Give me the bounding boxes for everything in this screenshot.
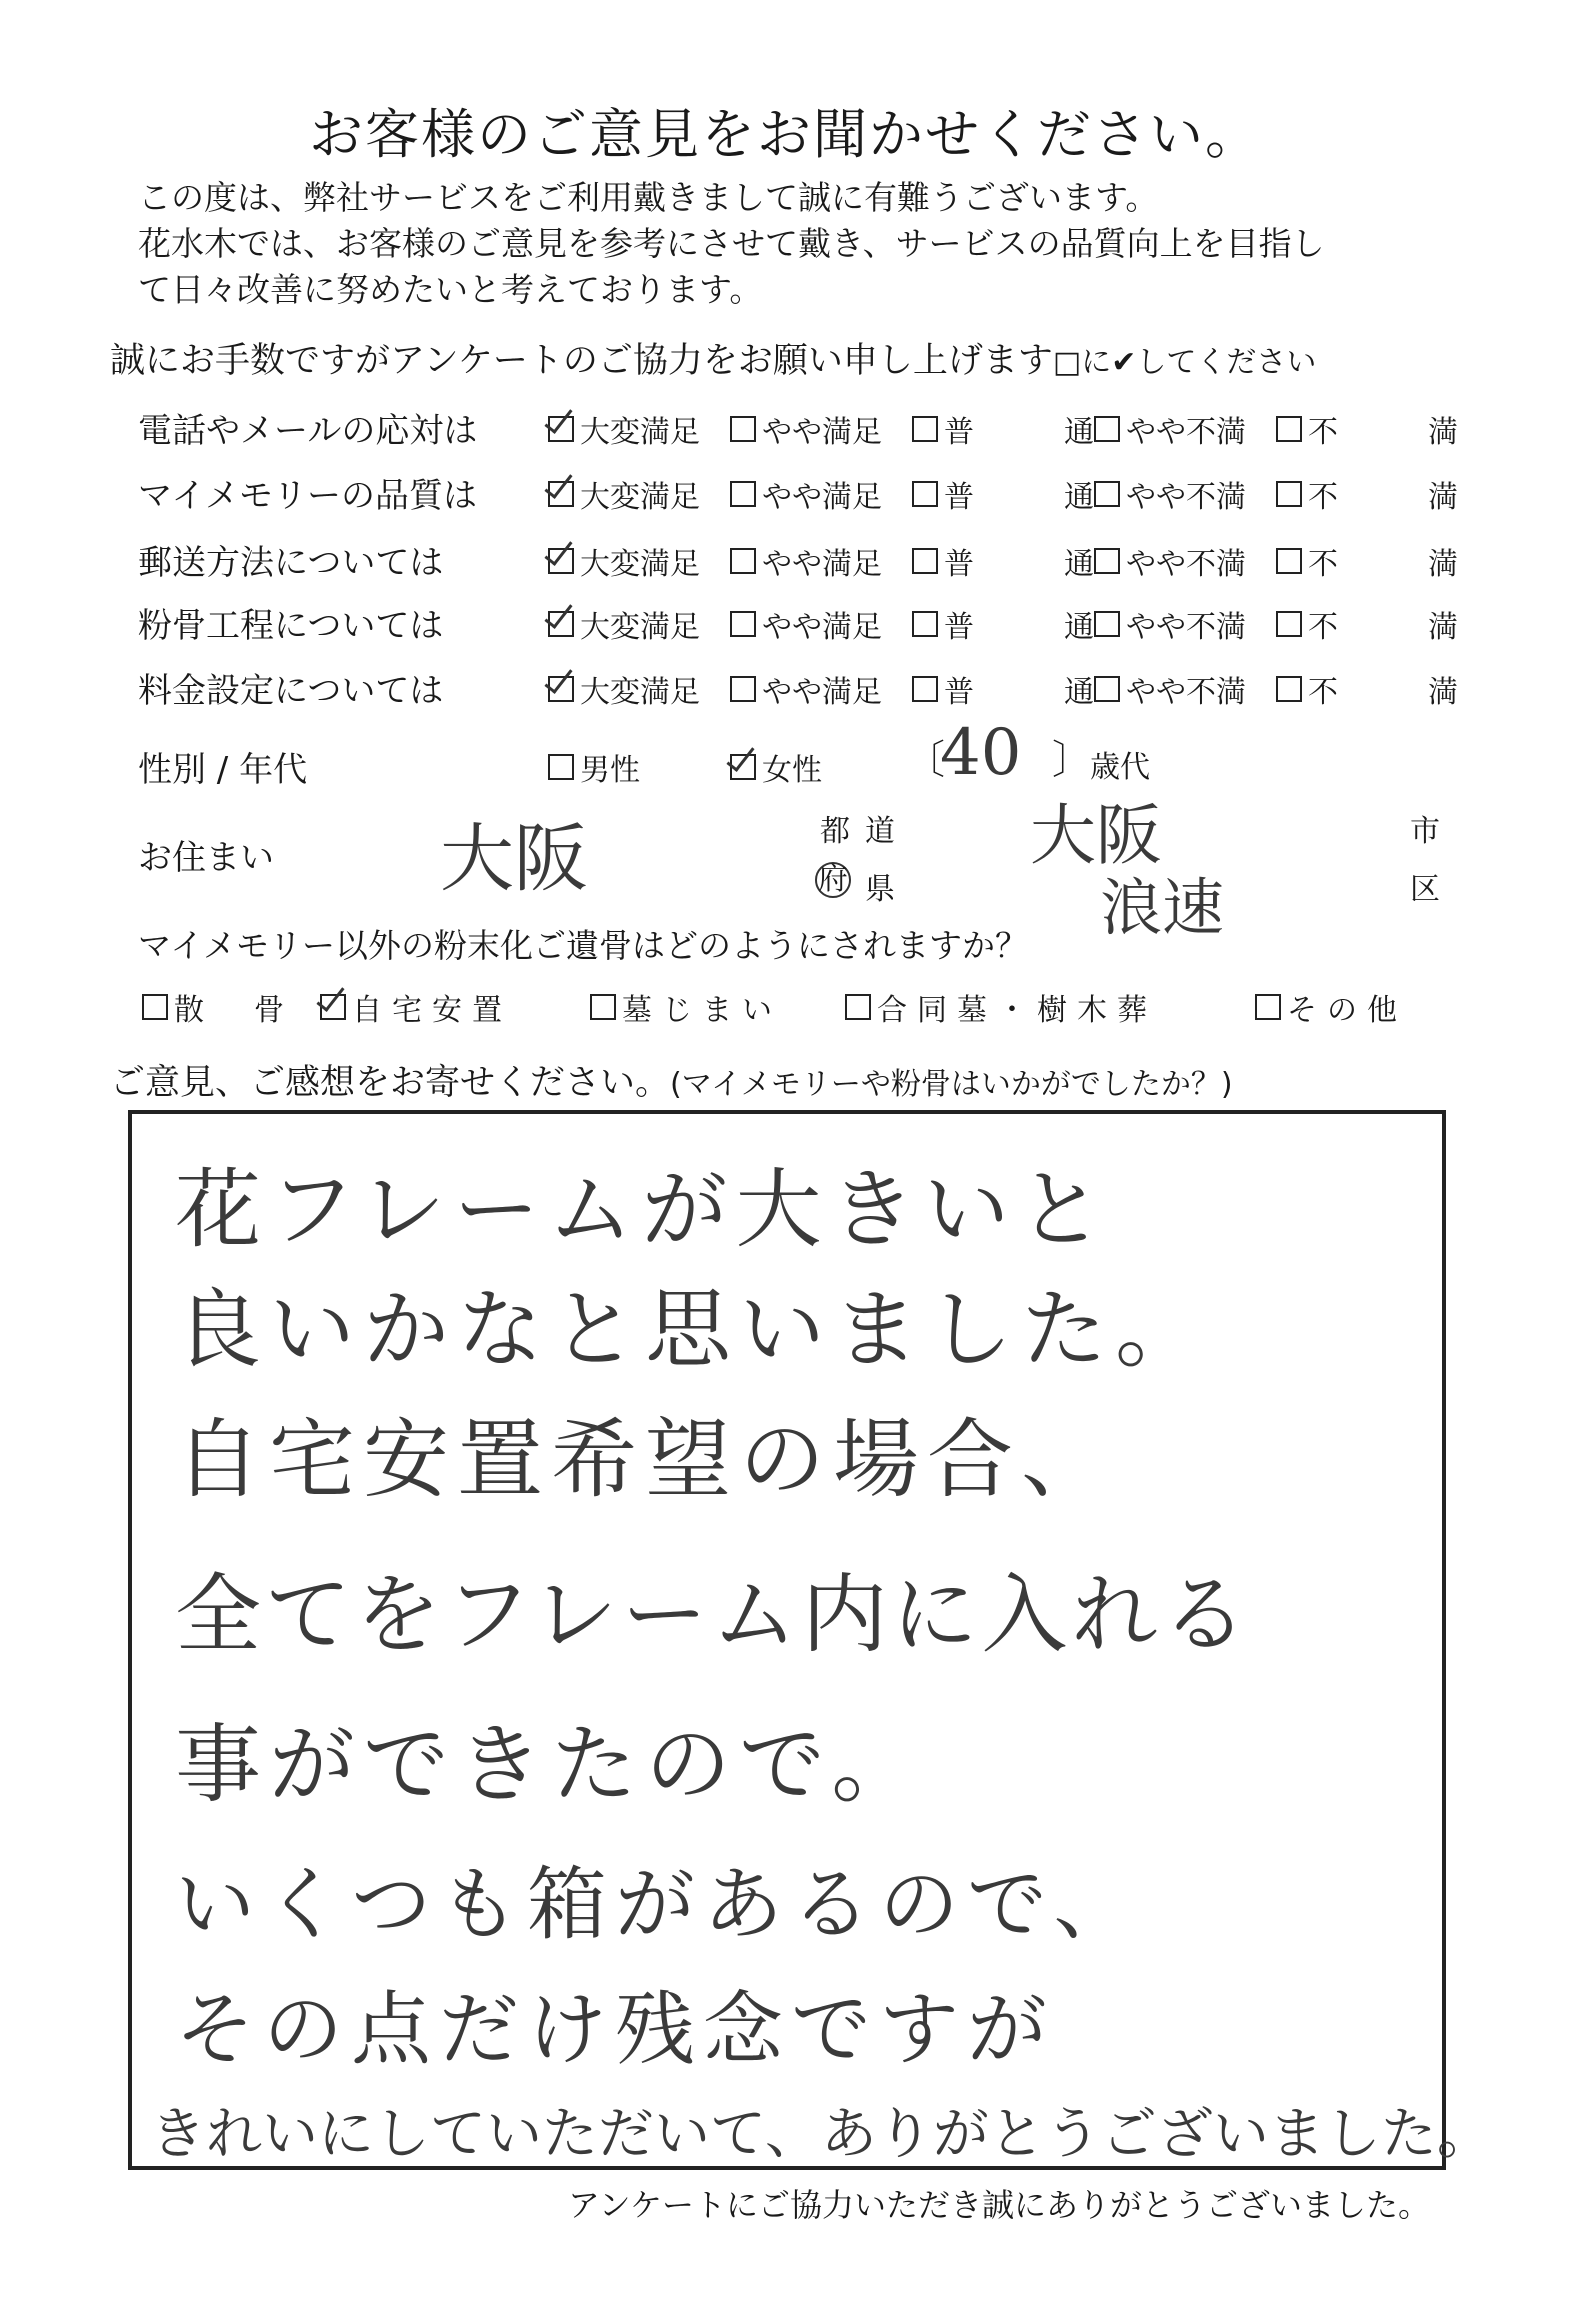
survey-request [110,333,1316,383]
remains-checkbox[interactable] [142,994,168,1020]
rating-checkbox[interactable] [1276,416,1302,442]
rating-option[interactable] [1276,407,1458,451]
rating-option[interactable] [912,472,1094,516]
rating-checkbox[interactable] [730,481,756,507]
ward-suffix: 区 [1410,872,1440,907]
gender-female-checkbox[interactable] [730,754,756,780]
rating-checkbox[interactable] [1276,481,1302,507]
rating-option-label: やや不満 [1126,547,1246,582]
rating-option[interactable] [1276,667,1458,711]
rating-option-label: やや満足 [762,415,882,450]
gender-male-option[interactable] [548,745,640,789]
gender-male-checkbox[interactable] [548,754,574,780]
prefecture-fu [815,862,851,898]
rating-checkbox[interactable] [912,611,938,637]
gender-female-label: 女性 [762,753,822,788]
rating-checkbox[interactable] [548,481,574,507]
age-bracket-close: 〕 [1052,737,1092,783]
rating-option[interactable] [1094,667,1246,711]
comment-heading [110,1055,1233,1105]
rating-option-label: やや不満 [1126,480,1246,515]
intro-line-1: この度は、弊社サービスをご利用戴きまして誠に有難うございます。 [138,178,1159,217]
rating-option-label: 大変満足 [580,415,700,450]
intro-line-2: 花水木では、お客様のご意見を参考にさせて戴き、サービスの品質向上を目指し [138,224,1325,263]
rating-option-label: 普 通 [944,480,1094,515]
rating-option[interactable] [1276,602,1458,646]
rating-option[interactable] [1276,472,1458,516]
rating-checkbox[interactable] [1094,676,1120,702]
rating-option-label: やや満足 [762,547,882,582]
rating-checkbox[interactable] [548,548,574,574]
remains-option-label: その他 [1287,993,1407,1028]
remains-option[interactable] [845,985,1157,1029]
remains-checkbox[interactable] [320,994,346,1020]
rating-checkbox[interactable] [730,676,756,702]
rating-option[interactable] [548,472,700,516]
prefecture-fu-circled: 府 [815,862,851,898]
rating-checkbox[interactable] [548,611,574,637]
rating-option[interactable] [1094,539,1246,583]
rating-checkbox[interactable] [912,548,938,574]
rating-option[interactable] [730,407,882,451]
comment-line-4: 全てをフレーム内に入れる [175,1565,1252,1665]
remains-checkbox[interactable] [845,994,871,1020]
prefecture-dou: 道 [865,814,895,849]
rating-checkbox[interactable] [1094,481,1120,507]
rating-option-label: やや満足 [762,610,882,645]
rating-option[interactable] [1094,472,1246,516]
rating-option[interactable] [912,539,1094,583]
comment-line-5: 事ができたので。 [175,1715,926,1815]
rating-option[interactable] [912,667,1094,711]
other-remains-question: マイメモリー以外の粉末化ご遺骨はどのようにされますか？ [138,926,1029,965]
comment-line-8: きれいにしていただいて、ありがとうございました。 [150,2102,1493,2167]
rating-checkbox[interactable] [912,481,938,507]
page-title: お客様のご意見をお聞かせください。 [309,103,1261,166]
rating-checkbox[interactable] [912,416,938,442]
comment-line-2: 良いかなと思いました。 [175,1280,1209,1380]
rating-option[interactable] [730,539,882,583]
rating-option[interactable] [548,539,700,583]
remains-option[interactable] [590,985,782,1029]
prefecture-ken: 県 [865,872,895,907]
comment-heading-text: ご意見、ご感想をお寄せください。 [110,1063,671,1103]
remains-checkbox[interactable] [1255,994,1281,1020]
rating-checkbox[interactable] [730,416,756,442]
prefecture-to: 都 [820,814,850,849]
rating-option[interactable] [548,407,700,451]
rating-option-label: 大変満足 [580,610,700,645]
rating-option[interactable] [1094,407,1246,451]
rating-option-label: 普 通 [944,547,1094,582]
survey-request-text: 誠にお手数ですがアンケートのご協力をお願い申し上げます [110,341,1053,381]
question-label: 電話やメールの応対は [138,411,478,451]
rating-checkbox[interactable] [912,676,938,702]
rating-option[interactable] [1094,602,1246,646]
rating-option-label: 不 満 [1308,610,1458,645]
rating-option[interactable] [912,407,1094,451]
rating-checkbox[interactable] [1094,548,1120,574]
rating-option-label: 大変満足 [580,547,700,582]
remains-checkbox[interactable] [590,994,616,1020]
comment-heading-note: (マイメモリーや粉骨はいかがでしたか？) [670,1067,1233,1102]
rating-option[interactable] [730,667,882,711]
age-unit: 歳代 [1090,750,1150,785]
gender-age-label: 性別 / 年代 [138,750,308,790]
remains-option-label: 散 骨 [174,993,294,1028]
rating-checkbox[interactable] [730,611,756,637]
rating-option-label: 不 満 [1308,415,1458,450]
rating-checkbox[interactable] [1276,611,1302,637]
rating-option-label: 不 満 [1308,675,1458,710]
rating-option-label: やや不満 [1126,675,1246,710]
question-label: 粉骨工程については [138,606,444,646]
rating-option-label: 不 満 [1308,547,1458,582]
gender-male-label: 男性 [580,753,640,788]
rating-option[interactable] [548,602,700,646]
gender-female-option[interactable] [730,745,822,789]
question-label: マイメモリーの品質は [138,476,477,516]
question-label: 料金設定については [138,671,444,711]
rating-option-label: 普 通 [944,610,1094,645]
rating-checkbox[interactable] [548,676,574,702]
rating-checkbox[interactable] [1094,416,1120,442]
rating-option[interactable] [1276,539,1458,583]
rating-option-label: 大変満足 [580,675,700,710]
rating-checkbox[interactable] [1276,676,1302,702]
rating-option[interactable] [730,472,882,516]
rating-option-label: 普 通 [944,675,1094,710]
comment-line-6: いくつも箱があるので、 [175,1858,1142,1951]
remains-option[interactable] [142,985,294,1029]
remains-option-label: 墓じまい [622,993,782,1028]
remains-option[interactable] [320,985,512,1029]
rating-option-label: 不 満 [1308,480,1458,515]
rating-checkbox[interactable] [730,548,756,574]
rating-option[interactable] [912,602,1094,646]
city-value[interactable]: 大阪 [1030,797,1162,874]
age-bracket-open: 〔 [905,737,945,783]
rating-option-label: 大変満足 [580,480,700,515]
footer-thanks: アンケートにご協力いただき誠にありがとうございました。 [567,2186,1430,2224]
comment-line-3: 自宅安置希望の場合、 [175,1410,1115,1510]
rating-option-label: やや満足 [762,480,882,515]
comment-line-1: 花フレームが大きいと [175,1160,1112,1260]
rating-option-label: やや不満 [1126,610,1246,645]
comment-line-7: その点だけ残念ですが [175,1983,1055,2076]
remains-option[interactable] [1255,985,1407,1029]
address-label: お住まい [138,838,274,878]
age-value[interactable]: 40 [940,716,1022,790]
remains-option-label: 自宅安置 [352,993,512,1028]
remains-option-label: 合同墓・樹木葬 [877,993,1157,1028]
intro-line-3: て日々改善に努めたいと考えております。 [138,270,763,309]
city-suffix: 市 [1410,814,1440,849]
rating-option[interactable] [730,602,882,646]
rating-option-label: やや不満 [1126,415,1246,450]
rating-option-label: 普 通 [944,415,1094,450]
rating-option[interactable] [548,667,700,711]
ward-value[interactable]: 浪速 [1100,871,1225,944]
rating-checkbox[interactable] [1276,548,1302,574]
rating-checkbox[interactable] [548,416,574,442]
rating-checkbox[interactable] [1094,611,1120,637]
rating-option-label: やや満足 [762,675,882,710]
survey-request-note: □に✔してください [1052,345,1317,380]
question-label: 郵送方法については [138,543,444,583]
prefecture-value[interactable]: 大阪 [440,816,588,902]
